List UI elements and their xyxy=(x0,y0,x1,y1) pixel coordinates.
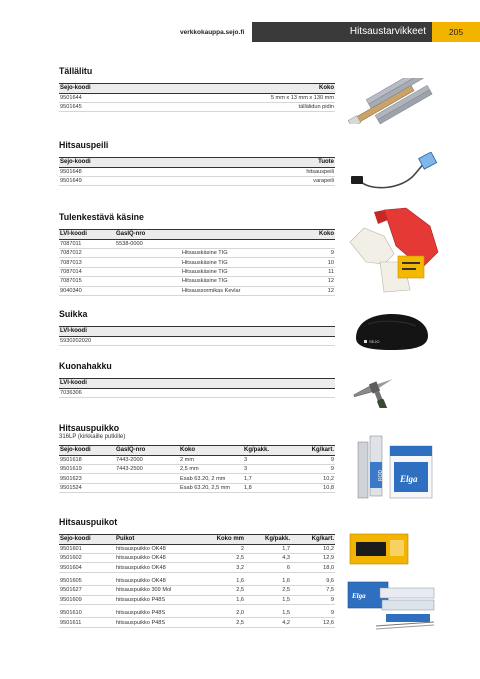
section-suikka xyxy=(59,309,335,346)
elga-brand: Elga xyxy=(400,474,418,484)
table-cell: 7087012 xyxy=(59,248,115,257)
rod-label: ROD xyxy=(378,469,384,481)
table-cell: 7087013 xyxy=(59,258,115,267)
table-cell: 9 xyxy=(291,595,335,604)
table-row xyxy=(59,618,335,627)
table-cell: 12 xyxy=(305,286,335,295)
table-cell: 2,5 xyxy=(195,618,245,627)
table-cell: 1,6 xyxy=(195,576,245,585)
hitsauspuikot-image xyxy=(346,530,438,634)
column-header: Sejo-koodi xyxy=(59,84,151,94)
table-cell: 18,0 xyxy=(291,563,335,572)
table-cell: Hitsauskäsine TIG xyxy=(181,277,305,286)
table-cell xyxy=(115,248,181,257)
table-cell: 6 xyxy=(245,563,291,572)
table-cell: 7443-2000 xyxy=(115,455,179,464)
table-cell: 2,5 xyxy=(195,586,245,595)
section-hitsauspuikko xyxy=(59,423,335,493)
section-tallalitu xyxy=(59,66,335,112)
table-cell: 9501602 xyxy=(59,553,115,562)
table-cell: 9501604 xyxy=(59,563,115,572)
table-cell: 3,2 xyxy=(195,563,245,572)
table-cell: 2,5 mm xyxy=(179,464,243,473)
table-cell: 3 xyxy=(243,464,291,473)
section-tulenkestava-kasine xyxy=(59,212,335,296)
section-title: Kuonahakku xyxy=(59,361,112,371)
table-cell: 2,0 xyxy=(195,608,245,617)
table-cell: 4,2 xyxy=(245,618,291,627)
product-table xyxy=(59,229,335,296)
section-hitsauspuikot xyxy=(59,517,335,628)
table-row xyxy=(59,93,335,102)
table-cell: hitsauspuikko P48S xyxy=(115,595,195,604)
table-row xyxy=(59,483,335,492)
table-cell: Hitsauskäsine TIG xyxy=(181,258,305,267)
table-cell: 9501605 xyxy=(59,576,115,585)
table-cell: 12,9 xyxy=(291,553,335,562)
column-header: Kg/pakk. xyxy=(243,446,291,456)
table-cell: 12,6 xyxy=(291,618,335,627)
section-kuonahakku xyxy=(59,361,335,398)
table-cell: 1,6 xyxy=(245,576,291,585)
table-cell: 10,8 xyxy=(291,483,335,492)
table-cell: 9501524 xyxy=(59,483,115,492)
table-cell: 9 xyxy=(305,248,335,257)
table-cell xyxy=(115,286,181,295)
table-cell: 4,3 xyxy=(245,553,291,562)
table-cell xyxy=(115,267,181,276)
hitsauspeili-image xyxy=(347,152,442,194)
table-cell: hitsauspuikko OK48 xyxy=(115,576,195,585)
suikka-image xyxy=(350,312,434,352)
table-cell: 7087014 xyxy=(59,267,115,276)
product-table xyxy=(59,534,335,628)
table-cell: 10,2 xyxy=(291,474,335,483)
table-row xyxy=(59,388,335,397)
table-cell: hitsauspuikko P48S xyxy=(115,608,195,617)
table-cell: Hitsaussormikas Kevlar xyxy=(181,286,305,295)
table-row xyxy=(59,277,335,286)
table-cell: 7,5 xyxy=(291,586,335,595)
table-cell: 9501623 xyxy=(59,474,115,483)
section-title: Hitsauspeili xyxy=(59,140,109,150)
table-cell: 7087011 xyxy=(59,239,115,248)
table-row xyxy=(59,248,335,257)
column-header: Sejo-koodi xyxy=(59,158,204,168)
table-row xyxy=(59,464,335,473)
table-cell: Esab 63.20, 2,5 mm xyxy=(179,483,243,492)
table-cell: 2,5 xyxy=(245,586,291,595)
product-code: 9501644 xyxy=(59,93,151,102)
table-cell: 9501610 xyxy=(59,608,115,617)
table-cell xyxy=(115,483,179,492)
table-cell: 7087015 xyxy=(59,277,115,286)
table-row xyxy=(59,544,335,553)
table-row xyxy=(59,286,335,295)
product-code: 9501649 xyxy=(59,176,204,185)
table-cell: 1,7 xyxy=(243,474,291,483)
table-cell xyxy=(115,258,181,267)
product-code: 7036306 xyxy=(59,388,335,397)
kuonahakku-image xyxy=(352,368,432,408)
page-header xyxy=(0,22,480,44)
table-cell: 10,2 xyxy=(291,544,335,553)
column-header xyxy=(181,230,305,240)
table-cell: 11 xyxy=(305,267,335,276)
table-cell: Esab 63.20, 2 mm xyxy=(179,474,243,483)
table-row xyxy=(59,176,335,185)
table-cell: 9,6 xyxy=(291,576,335,585)
section-title: Tulenkestävä käsine xyxy=(59,212,144,222)
page-number: 205 xyxy=(432,22,480,42)
table-cell: 1,6 xyxy=(195,595,245,604)
table-cell: 1,5 xyxy=(245,608,291,617)
product-code: 5930202020 xyxy=(59,336,335,345)
table-row xyxy=(59,563,335,572)
product-table xyxy=(59,378,335,398)
section-hitsauspeili xyxy=(59,140,335,186)
column-header: Sejo-koodi xyxy=(59,535,115,545)
table-row xyxy=(59,595,335,604)
table-cell: 9501609 xyxy=(59,595,115,604)
table-cell: 9 xyxy=(291,464,335,473)
product-size: tällälidun pidin xyxy=(151,102,335,111)
table-row xyxy=(59,239,335,248)
column-header: LVI-koodi xyxy=(59,327,335,337)
table-row xyxy=(59,267,335,276)
table-cell: 3 xyxy=(243,455,291,464)
table-cell: 12 xyxy=(305,277,335,286)
table-cell: 2 mm xyxy=(179,455,243,464)
column-header: Koko mm xyxy=(195,535,245,545)
section-title: Suikka xyxy=(59,309,88,319)
table-cell: 9501601 xyxy=(59,544,115,553)
tallalitu-image xyxy=(340,78,440,124)
table-cell: 9501611 xyxy=(59,618,115,627)
table-cell: 1,5 xyxy=(245,595,291,604)
table-row xyxy=(59,608,335,617)
product-table xyxy=(59,83,335,112)
table-cell: 1,8 xyxy=(243,483,291,492)
column-header: Koko xyxy=(179,446,243,456)
product-table xyxy=(59,157,335,186)
column-header: Puikot xyxy=(115,535,195,545)
table-cell: 9501619 xyxy=(59,464,115,473)
table-cell xyxy=(115,277,181,286)
column-header: Koko xyxy=(151,84,335,94)
table-cell: 1,7 xyxy=(245,544,291,553)
table-cell: 7443-2500 xyxy=(115,464,179,473)
table-cell: 10 xyxy=(305,258,335,267)
table-cell: Hitsauskäsine TIG xyxy=(181,248,305,257)
gloves-image xyxy=(344,206,440,294)
product-table xyxy=(59,326,335,346)
table-cell: hitsauspuikko 309 Mol xyxy=(115,586,195,595)
column-header: Tuote xyxy=(204,158,335,168)
table-cell: 9501618 xyxy=(59,455,115,464)
website-url[interactable]: verkkokauppa.sejo.fi xyxy=(180,29,245,36)
column-header: LVI-koodi xyxy=(59,230,115,240)
table-row xyxy=(59,586,335,595)
product-table xyxy=(59,445,335,493)
table-cell: hitsauspuikko OK48 xyxy=(115,544,195,553)
hitsauspuikko-image xyxy=(350,432,436,504)
product-code: 9501645 xyxy=(59,102,151,111)
product-name: varapeili xyxy=(204,176,335,185)
table-cell: Hitsauskäsine TIG xyxy=(181,267,305,276)
table-row xyxy=(59,258,335,267)
product-code: 9501648 xyxy=(59,167,204,176)
section-title: Hitsauspuikko xyxy=(59,423,120,433)
table-row xyxy=(59,576,335,585)
column-header: GasIQ-nro xyxy=(115,446,179,456)
column-header: Koko xyxy=(305,230,335,240)
table-cell: 2,5 xyxy=(195,553,245,562)
brand-label: SEJO xyxy=(369,339,380,344)
product-size: 5 mm x 13 mm x 130 mm xyxy=(151,93,335,102)
table-row xyxy=(59,455,335,464)
column-header: Sejo-koodi xyxy=(59,446,115,456)
section-title: Hitsauspuikot xyxy=(59,517,118,527)
table-cell: hitsauspuikko OK48 xyxy=(115,553,195,562)
column-header: Kg/pakk. xyxy=(245,535,291,545)
elga-brand-2: Elga xyxy=(352,592,366,600)
table-cell: hitsauspuikko OK48 xyxy=(115,563,195,572)
column-header: GasIQ-nro xyxy=(115,230,181,240)
table-row xyxy=(59,102,335,111)
table-cell: 9 xyxy=(291,455,335,464)
category-title: Hitsaustarvikkeet xyxy=(349,26,426,37)
section-title: Tällälitu xyxy=(59,66,93,76)
column-header: LVI-koodi xyxy=(59,379,335,389)
table-cell xyxy=(115,474,179,483)
product-name: hitsauspeili xyxy=(204,167,335,176)
table-row xyxy=(59,553,335,562)
table-row xyxy=(59,474,335,483)
table-row xyxy=(59,336,335,345)
column-header: Kg/kart. xyxy=(291,446,335,456)
table-cell xyxy=(181,239,305,248)
section-subtitle: 316LP (kirkkaille putkille) xyxy=(59,434,126,440)
table-cell: 9040340 xyxy=(59,286,115,295)
table-cell: 2 xyxy=(195,544,245,553)
table-cell xyxy=(305,239,335,248)
table-cell: 9 xyxy=(291,608,335,617)
table-cell: 5538-0000 xyxy=(115,239,181,248)
column-header: Kg/kart. xyxy=(291,535,335,545)
table-cell: 9501627 xyxy=(59,586,115,595)
table-cell: hitsauspuikko P48S xyxy=(115,618,195,627)
table-row xyxy=(59,167,335,176)
